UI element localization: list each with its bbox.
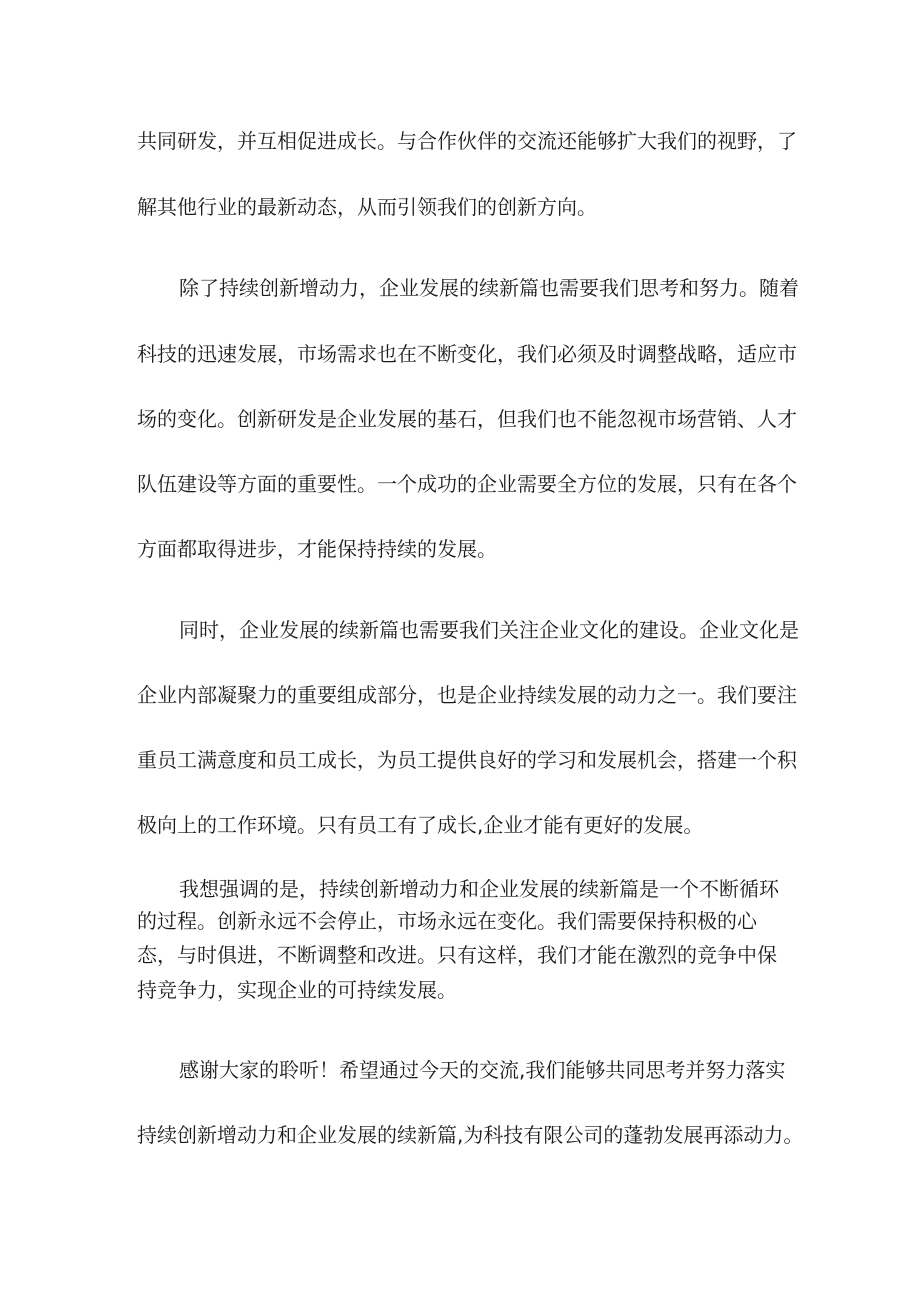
text-line: 共同研发，并互相促进成长。与合作伙伴的交流还能够扩大我们的视野，了 [137, 129, 797, 153]
text-line: 持续创新增动力和企业发展的续新篇,为科技有限公司的蓬勃发展再添动力。 [137, 1123, 804, 1147]
text-line: 重员工满意度和员工成长，为员工提供良好的学习和发展机会，搭建一个积 [137, 748, 797, 772]
text-line: 除了持续创新增动力，企业发展的续新篇也需要我们思考和努力。随着 [179, 276, 799, 300]
text-line: 方面都取得进步，才能保持持续的发展。 [137, 537, 497, 561]
text-line: 态，与时俱进，不断调整和改进。只有这样，我们才能在激烈的竞争中保 [137, 943, 777, 967]
text-line: 感谢大家的聆听！希望通过今天的交流,我们能够共同思考并努力落实 [179, 1058, 786, 1082]
text-line: 的过程。创新永远不会停止，市场永远在变化。我们需要保持积极的心 [137, 909, 757, 933]
text-line: 场的变化。创新研发是企业发展的基石，但我们也不能忽视市场营销、人才 [137, 407, 797, 431]
text-line: 同时，企业发展的续新篇也需要我们关注企业文化的建设。企业文化是 [179, 618, 799, 642]
text-line: 科技的迅速发展，市场需求也在不断变化，我们必须及时调整战略，适应市 [137, 342, 797, 366]
text-line: 持竞争力，实现企业的可持续发展。 [137, 978, 457, 1002]
text-line: 我想强调的是，持续创新增动力和企业发展的续新篇是一个不断循环 [179, 877, 779, 901]
text-line: 极向上的工作环境。只有员工有了成长,企业才能有更好的发展。 [137, 813, 704, 837]
text-line: 企业内部凝聚力的重要组成部分，也是企业持续发展的动力之一。我们要注 [137, 683, 797, 707]
text-line: 解其他行业的最新动态，从而引领我们的创新方向。 [137, 195, 597, 219]
text-line: 队伍建设等方面的重要性。一个成功的企业需要全方位的发展，只有在各个 [137, 472, 797, 496]
